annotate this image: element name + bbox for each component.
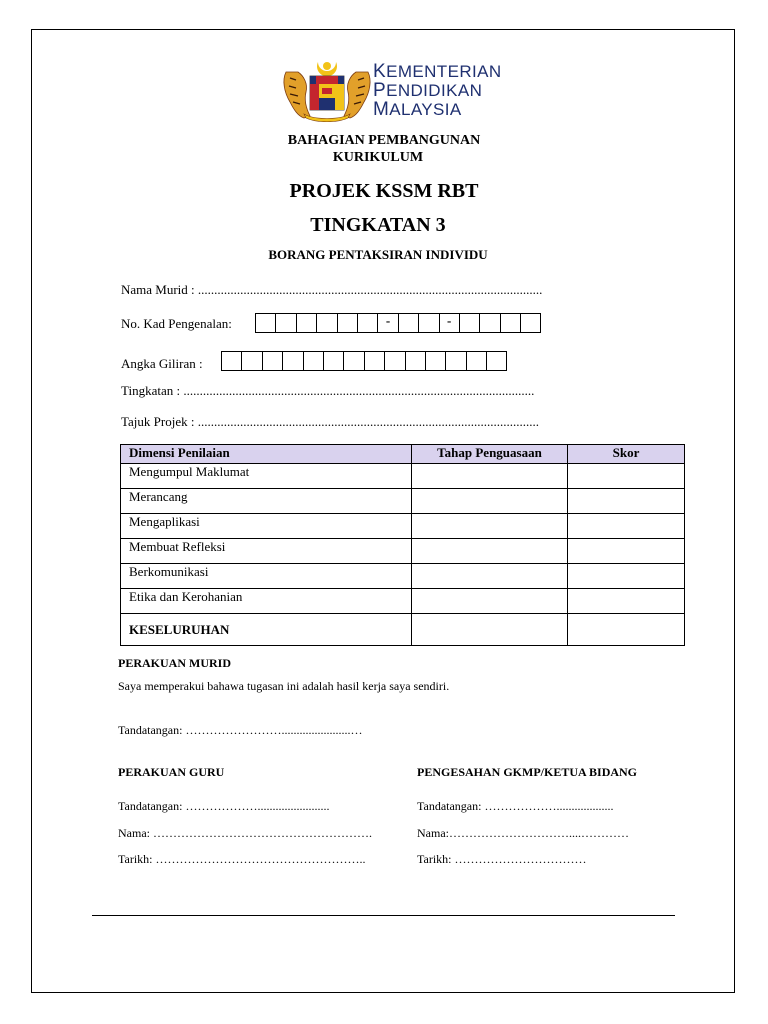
dimension-label: Etika dan Kerohanian [121, 589, 412, 614]
dimension-label: Merancang [121, 489, 412, 514]
mastery-cell[interactable] [412, 464, 568, 489]
dimension-label: Mengaplikasi [121, 514, 412, 539]
assessment-table [120, 444, 685, 646]
ic-number-label: No. Kad Pengenalan: [121, 316, 232, 331]
dimension-label: Mengumpul Maklumat [121, 464, 412, 489]
table-header-row [121, 445, 685, 464]
score-cell[interactable] [568, 564, 685, 589]
form-level: TINGKATAN 3 [310, 214, 446, 236]
verification-title: PENGESAHAN GKMP/KETUA BIDANG [417, 765, 638, 779]
index-box[interactable] [445, 351, 466, 371]
ic-box[interactable] [398, 313, 419, 333]
index-box[interactable] [384, 351, 405, 371]
verifier-date-field[interactable]: Tarikh: …………………………… [417, 852, 587, 866]
ic-box[interactable] [500, 313, 521, 333]
department-name-line-2: KURIKULUM [332, 150, 424, 165]
footer-divider [92, 915, 675, 916]
form-level-field[interactable]: Tingkatan : ............................................................................................................ [121, 383, 535, 398]
student-declaration-title: PERAKUAN MURID [118, 656, 231, 670]
dimension-label: Membuat Refleksi [121, 539, 412, 564]
ic-box-separator: - [377, 313, 398, 333]
ic-box[interactable] [255, 313, 276, 333]
ministry-logo-text [373, 62, 502, 119]
ic-box[interactable] [459, 313, 480, 333]
table-row [121, 489, 685, 514]
ic-box[interactable] [357, 313, 378, 333]
ic-box[interactable] [337, 313, 358, 333]
index-number-label: Angka Giliran : [121, 356, 203, 371]
table-row [121, 464, 685, 489]
student-declaration-statement: Saya memperakui bahawa tugasan ini adalah hasil kerja saya sendiri. [118, 679, 450, 693]
mastery-cell[interactable] [412, 514, 568, 539]
index-box[interactable] [364, 351, 385, 371]
mastery-cell[interactable] [412, 589, 568, 614]
index-box[interactable] [241, 351, 262, 371]
verifier-name-field[interactable]: Nama:…………………………....………… [417, 826, 629, 840]
total-mastery-cell[interactable] [412, 614, 568, 646]
mastery-cell[interactable] [412, 564, 568, 589]
score-cell[interactable] [568, 464, 685, 489]
table-row [121, 514, 685, 539]
table-row [121, 539, 685, 564]
score-cell[interactable] [568, 489, 685, 514]
mastery-cell[interactable] [412, 489, 568, 514]
ic-box-separator: - [439, 313, 460, 333]
project-title-field[interactable]: Tajuk Projek : ......................................................................................................... [121, 414, 539, 429]
department-name-line-1: BAHAGIAN PEMBANGUNAN [287, 133, 481, 148]
logo-line-1: KEMENTERIAN [373, 61, 502, 82]
ic-box[interactable] [296, 313, 317, 333]
total-label: KESELURUHAN [121, 614, 412, 646]
student-name-field[interactable]: Nama Murid : .......................................................................................................... [121, 282, 543, 297]
ic-box[interactable] [316, 313, 337, 333]
ic-box[interactable] [479, 313, 500, 333]
ic-number-boxes[interactable] [256, 313, 541, 333]
verifier-signature-field[interactable]: Tandatangan: ………………................... [417, 799, 614, 813]
form-title: BORANG PENTAKSIRAN INDIVIDU [268, 247, 488, 262]
table-row [121, 589, 685, 614]
ic-box[interactable] [520, 313, 541, 333]
total-score-cell[interactable] [568, 614, 685, 646]
project-title: PROJEK KSSM RBT [289, 180, 479, 202]
score-cell[interactable] [568, 514, 685, 539]
index-box[interactable] [343, 351, 364, 371]
logo-line-2: PENDIDIKAN [373, 80, 483, 101]
table-row [121, 564, 685, 589]
student-signature-field[interactable]: Tandatangan: …………………….......................… [118, 723, 363, 737]
index-box[interactable] [221, 351, 242, 371]
index-box[interactable] [282, 351, 303, 371]
score-cell[interactable] [568, 589, 685, 614]
header-dimension: Dimensi Penilaian [121, 445, 412, 464]
index-box[interactable] [486, 351, 507, 371]
score-cell[interactable] [568, 539, 685, 564]
index-box[interactable] [303, 351, 324, 371]
ic-box[interactable] [275, 313, 296, 333]
table-total-row [121, 614, 685, 646]
mastery-cell[interactable] [412, 539, 568, 564]
index-box[interactable] [262, 351, 283, 371]
teacher-signature-field[interactable]: Tandatangan: ………………........................ [118, 799, 330, 813]
header-mastery-level: Tahap Penguasaan [412, 445, 568, 464]
index-box[interactable] [466, 351, 487, 371]
index-number-boxes[interactable] [222, 351, 507, 371]
teacher-name-field[interactable]: Nama: ………………………………………………. [118, 826, 372, 840]
teacher-date-field[interactable]: Tarikh: …………………………………………….. [118, 852, 366, 866]
header-score: Skor [568, 445, 685, 464]
index-box[interactable] [405, 351, 426, 371]
logo-line-3: MALAYSIA [373, 99, 462, 120]
index-box[interactable] [425, 351, 446, 371]
dimension-label: Berkomunikasi [121, 564, 412, 589]
teacher-declaration-title: PERAKUAN GURU [118, 765, 225, 779]
ic-box[interactable] [418, 313, 439, 333]
index-box[interactable] [323, 351, 344, 371]
